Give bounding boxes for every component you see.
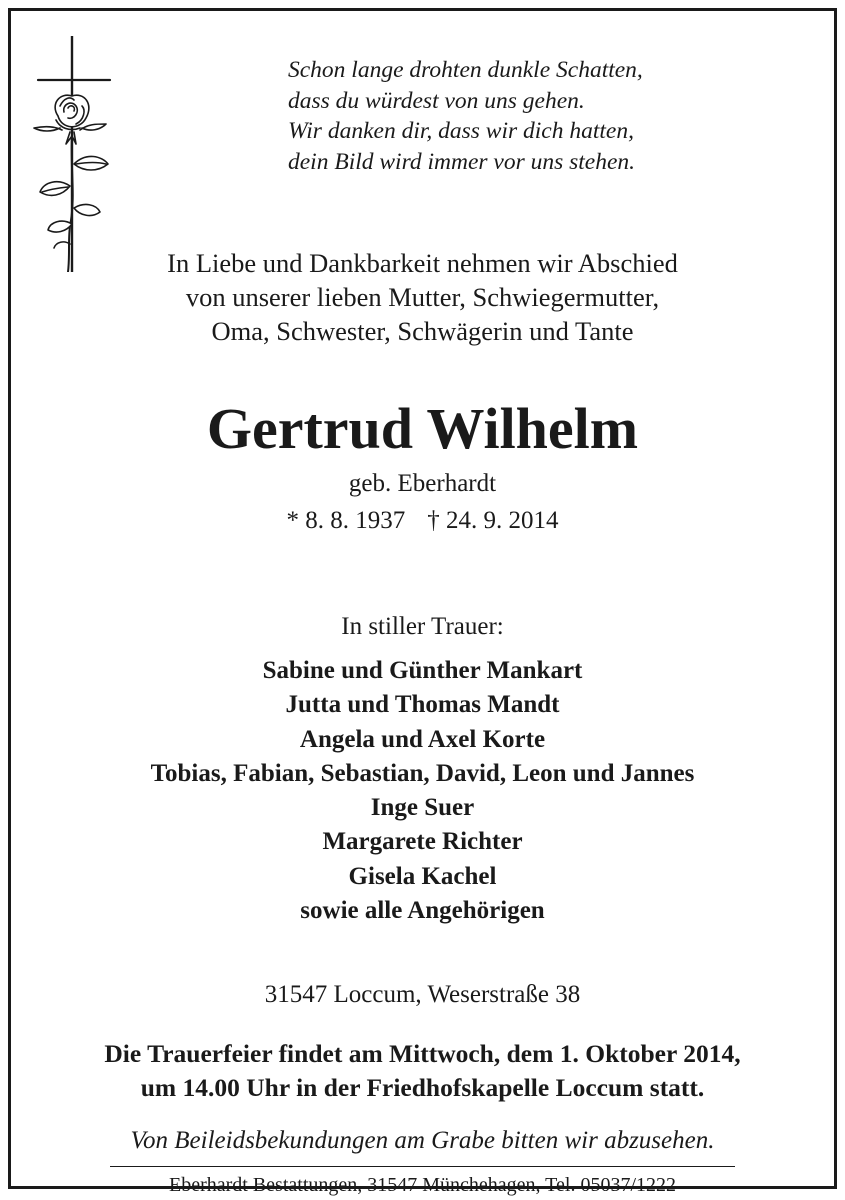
mourner-name: Sabine und Günther Mankart bbox=[262, 657, 583, 684]
poem-line: Schon lange drohten dunkle Schatten, bbox=[288, 57, 643, 83]
mourner-name: sowie alle Angehörigen bbox=[300, 897, 545, 925]
service-line: Die Trauerfeier findet am Mittwoch, dem 1. Oktober 2014, bbox=[104, 1039, 741, 1068]
mourning-label: In stiller Trauer: bbox=[341, 613, 504, 640]
intro-line: In Liebe und Dankbarkeit nehmen wir Abschied bbox=[167, 248, 678, 278]
poem-line: dass du würdest von uns gehen. bbox=[288, 87, 585, 114]
mourner-name: Inge Suer bbox=[370, 794, 475, 822]
death-date: † 24. 9. 2014 bbox=[427, 507, 559, 534]
life-dates bbox=[0, 504, 845, 538]
mourner-name: Tobias, Fabian, Sebastian, David, Leon und Jannes bbox=[150, 759, 695, 787]
poem-line: Wir danken dir, dass wir dich hatten, bbox=[288, 118, 634, 144]
mourners-list bbox=[0, 654, 845, 928]
family-address: 31547 Loccum, Weserstraße 38 bbox=[264, 981, 581, 1008]
funeral-service-notice bbox=[0, 1037, 845, 1105]
footer-divider bbox=[110, 1166, 735, 1167]
mourner-name: Gisela Kachel bbox=[348, 862, 497, 890]
intro-line: von unserer lieben Mutter, Schwiegermutter, bbox=[185, 282, 660, 312]
funeral-home-footer: Eberhardt Bestattungen, 31547 Münchehagen, Tel. 05037/1222 bbox=[168, 1174, 676, 1196]
poem-line: dein Bild wird immer vor uns stehen. bbox=[288, 148, 636, 175]
maiden-name: geb. Eberhardt bbox=[348, 470, 497, 497]
service-line: um 14.00 Uhr in der Friedhofskapelle Loccum statt. bbox=[140, 1073, 705, 1102]
condolence-note: Von Beileidsbekundungen am Grabe bitten wir abzusehen. bbox=[130, 1127, 715, 1154]
mourner-name: Jutta und Thomas Mandt bbox=[285, 691, 560, 719]
deceased-name: Gertrud Wilhelm bbox=[206, 396, 639, 461]
mourner-name: Angela und Axel Korte bbox=[299, 725, 546, 753]
cross-with-rose-icon bbox=[30, 36, 114, 272]
farewell-intro bbox=[0, 246, 845, 348]
birth-date: * 8. 8. 1937 bbox=[286, 507, 406, 534]
intro-line: Oma, Schwester, Schwägerin und Tante bbox=[211, 316, 634, 346]
memorial-poem bbox=[288, 55, 788, 177]
mourner-name: Margarete Richter bbox=[322, 828, 523, 856]
